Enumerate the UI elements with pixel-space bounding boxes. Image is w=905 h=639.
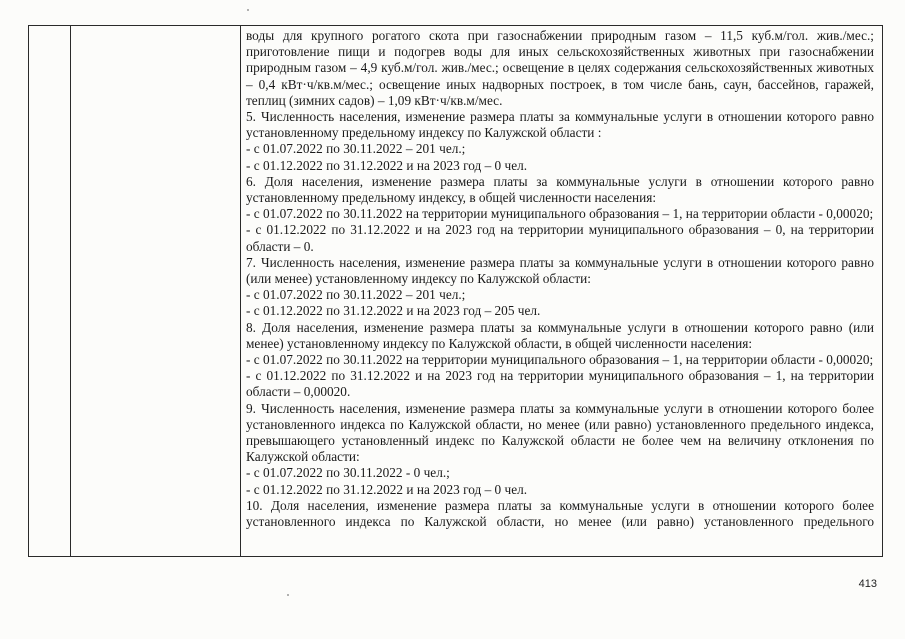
scan-speck: [287, 594, 289, 596]
paragraph: - с 01.07.2022 по 30.11.2022 – 201 чел.;: [246, 287, 466, 303]
paragraph: - с 01.12.2022 по 31.12.2022 и на 2023 год на территории муниципального образования – 1, на территории области – 0,00020.: [246, 368, 874, 400]
paragraph: - с 01.12.2022 по 31.12.2022 и на 2023 год – 0 чел.: [246, 157, 528, 173]
paragraph: - с 01.07.2022 по 30.11.2022 на территории муниципального образования – 1, на территории области - 0,00020;: [246, 206, 874, 222]
paragraph: воды для крупного рогатого скота при газоснабжении природным газом – 11,5 куб.м/гол. жив./мес.; приготовление пищи и подогрев воды для иных сельскохозяйственных животных при газоснабжении природным газом – 4,9 куб.м/гол. жив./мес.; освещение в целях содержания сельскохозяйственных животных – 0,4 кВт·ч/кв.м/мес.; освещение иных надворных построек, в том числе бань, саун, бассейнов, гаражей, теплиц (зимних садов) – 1,09 кВт·ч/кв.м/мес.: [246, 28, 874, 108]
paragraph: 7. Численность населения, изменение размера платы за коммунальные услуги в отношении которого равно (или менее) установленному индексу по Калужской области:: [246, 254, 874, 287]
page-number: 413: [858, 578, 877, 590]
table-column-divider: [70, 25, 71, 557]
paragraph: - с 01.07.2022 по 30.11.2022 – 201 чел.;: [246, 141, 466, 157]
paragraph: 8. Доля населения, изменение размера платы за коммунальные услуги в отношении которого равно (или менее) установленному индексу по Калужской области, в общей численности населения:: [246, 319, 874, 351]
paragraph: - с 01.12.2022 по 31.12.2022 и на 2023 год на территории муниципального образования – 0, на территории области – 0.: [246, 222, 874, 254]
paragraph: - с 01.12.2022 по 31.12.2022 и на 2023 год – 205 чел.: [246, 303, 541, 319]
paragraph: - с 01.07.2022 по 30.11.2022 на территории муниципального образования – 1, на территории области - 0,00020;: [246, 352, 874, 368]
paragraph: - с 01.12.2022 по 31.12.2022 и на 2023 год – 0 чел.: [246, 481, 528, 497]
paragraph: 10. Доля населения, изменение размера платы за коммунальные услуги в отношении которого более установленного индекса по Калужской области, но менее (или равно) установленного предельного: [246, 497, 874, 530]
scan-speck: [247, 9, 249, 11]
paragraph: 5. Численность населения, изменение размера платы за коммунальные услуги в отношении которого равно установленному предельному индексу по Калужской области :: [246, 109, 874, 141]
table-column-divider: [240, 25, 241, 557]
table-text-cell: [246, 28, 874, 530]
paragraph: - с 01.07.2022 по 30.11.2022 - 0 чел.;: [246, 465, 450, 481]
paragraph: 6. Доля населения, изменение размера платы за коммунальные услуги в отношении которого равно установленному предельному индексу, в общей численности населения:: [246, 173, 874, 206]
paragraph: 9. Численность населения, изменение размера платы за коммунальные услуги в отношении которого более установленного индекса по Калужской области, но менее (или равно) установленного предельного индекса, превышающего установленный индекс по Калужской области не более чем на величину отклонения по Калужской области:: [246, 400, 874, 465]
